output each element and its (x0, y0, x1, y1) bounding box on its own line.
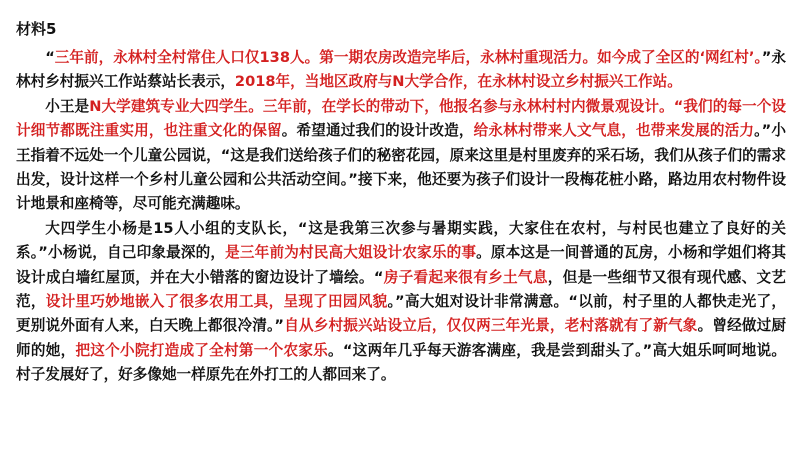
highlighted-text-run: 给永林村带来人文气息，也带来发展的活力 (473, 122, 755, 140)
text-run: “ (45, 49, 55, 66)
text-run: 。原本这是一间普通的瓦房，小杨和学姐们将其设计成白墙红屋顶，并在大小错落的窗边设计了墙绘。“ (16, 244, 786, 286)
paragraph-3 (16, 217, 786, 388)
highlighted-text-run: 2018年，当地区政府与N大学合作，在永林村设立乡村振兴工作站。 (234, 73, 682, 91)
highlighted-text-run: N大学建筑专业大四学生。三年前，在学长的带动下，他报名参与永林村村内微景观设计。 (89, 97, 674, 115)
text-run: 。曾经做过厨师的她， (16, 317, 786, 359)
text-run: ，但是一些细节又很有现代感、文艺范， (16, 268, 786, 311)
text-run: 。”高大姐对设计非常满意。“以前，村子里的人都快走光了，更别说外面有人来，白天晚上都很冷清。” (16, 293, 786, 335)
highlighted-text-run: 把这个小院打造成了全村第一个农家乐 (75, 341, 329, 359)
highlighted-text-run: “我们的每一个设计细节都既注重实用，也注重文化的保留 (16, 97, 786, 140)
highlighted-text-run: 设计里巧妙地嵌入了很多农用工具，呈现了田园风貌 (45, 293, 388, 311)
highlighted-text-run: 是三年前为村民高大姐设计农家乐的事 (225, 244, 477, 262)
paragraph-2 (16, 95, 786, 217)
material-title: 材料5 (16, 20, 57, 38)
text-run: ”永林村乡村振兴工作站蔡站长表示， (16, 49, 786, 91)
document-body (16, 46, 786, 388)
highlighted-text-run: 三年前，永林村全村常住人口仅138人。第一期农房改造完毕后，永林村重现活力。如今成了全区的‘网红村’。 (54, 49, 762, 66)
text-run: 。”小王指着不远处一个儿童公园说，“这是我们送给孩子们的秘密花园，原来这里是村里废弃的采石场，我们从孩子们的需求出发，设计这样一个乡村儿童公园和公共活动空间。”接下来，他还要为孩子们设计一段梅花桩小路，路边用农村物件设计地景和座椅等，尽可能充满趣味。 (16, 122, 786, 213)
text-run: 小王是 (45, 97, 90, 115)
text-run: 。希望通过我们的设计改造， (281, 122, 474, 140)
paragraph-1 (16, 46, 786, 95)
text-run: 大四学生小杨是15人小组的支队长，“这是我第三次参与暑期实践，大家住在农村，与村民也建立了良好的关系。”小杨说，自己印象最深的， (16, 219, 786, 262)
highlighted-text-run: 房子看起来很有乡土气息 (383, 268, 548, 286)
highlighted-text-run: 自从乡村振兴站设立后，仅仅两三年光景，老村落就有了新气象 (284, 317, 698, 335)
text-run: 。“这两年几乎每天游客满座，我是尝到甜头了。”高大姐乐呵呵地说。村子发展好了，好多像她一样原先在外打工的人都回来了。 (16, 341, 786, 384)
